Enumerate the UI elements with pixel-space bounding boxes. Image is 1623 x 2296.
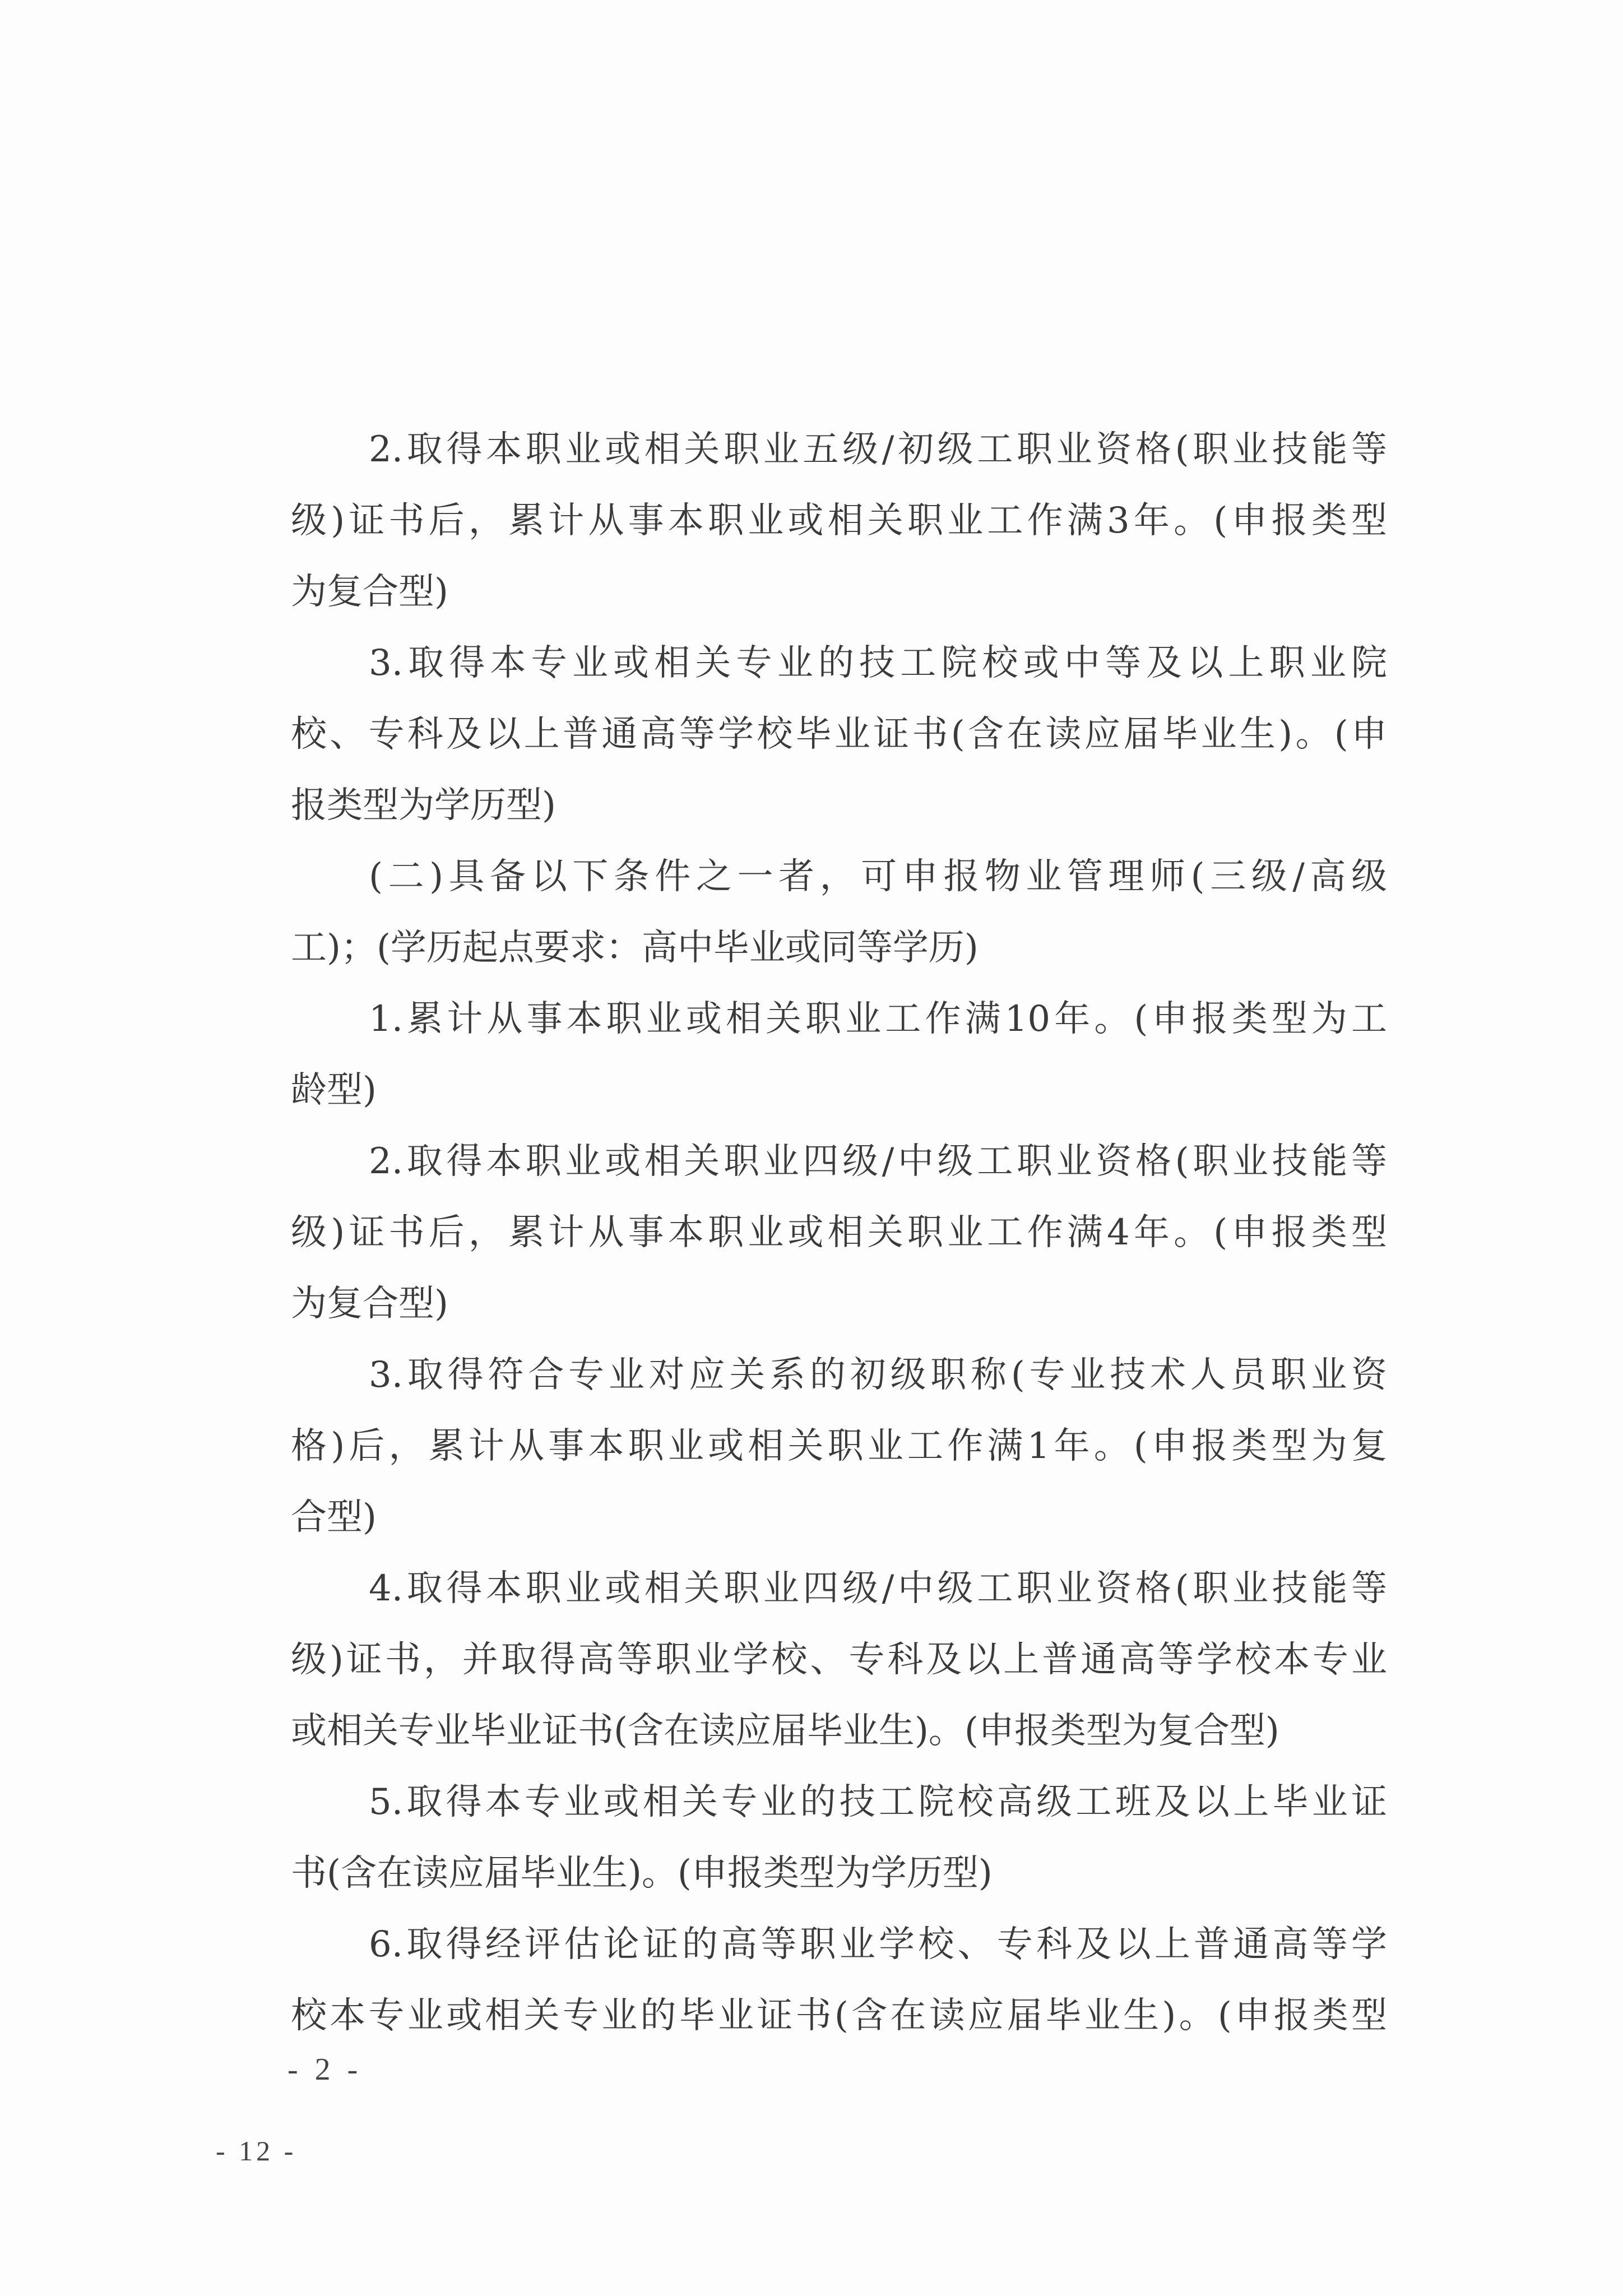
text-line: 或相关专业毕业证书(含在读应届毕业生)。(申报类型为复合型) [291, 1710, 1279, 1752]
text-line: 2.取得本职业或相关职业四级/中级工职业资格(职业技能等 [369, 1141, 1387, 1182]
text-line: 5.取得本专业或相关专业的技工院校高级工班及以上毕业证 [369, 1781, 1387, 1823]
text-line: 合型) [291, 1497, 377, 1538]
paragraph [291, 414, 1387, 628]
text-line: 报类型为学历型) [291, 785, 556, 826]
paragraph [291, 1553, 1387, 1767]
paragraph [291, 1909, 1387, 2052]
text-line: 龄型) [291, 1070, 377, 1111]
document-body [291, 414, 1387, 2052]
outer-page-number: - 12 - [216, 2135, 297, 2167]
text-line: 校本专业或相关专业的毕业证书(含在读应届毕业生)。(申报类型 [291, 1995, 1387, 2036]
text-line: 工)；(学历起点要求：高中毕业或同等学历) [291, 927, 979, 969]
text-line: 为复合型) [291, 571, 448, 613]
text-line: 4.取得本职业或相关职业四级/中级工职业资格(职业技能等 [369, 1568, 1387, 1609]
text-line: 1.累计从事本职业或相关职业工作满10年。(申报类型为工 [369, 998, 1387, 1040]
paragraph [291, 628, 1387, 841]
text-line: 6.取得经评估论证的高等职业学校、专科及以上普通高等学 [369, 1924, 1387, 1965]
text-line: 3.取得符合专业对应关系的初级职称(专业技术人员职业资 [369, 1354, 1387, 1396]
inner-page-number: - 2 - [287, 2052, 363, 2087]
paragraph [291, 1767, 1387, 1909]
text-line: (二)具备以下条件之一者，可申报物业管理师(三级/高级 [369, 856, 1387, 897]
text-line: 2.取得本职业或相关职业五级/初级工职业资格(职业技能等 [369, 429, 1387, 470]
text-line: 级)证书后，累计从事本职业或相关职业工作满4年。(申报类型 [291, 1212, 1387, 1253]
paragraph [291, 1126, 1387, 1340]
text-line: 为复合型) [291, 1283, 448, 1325]
text-line: 书(含在读应届毕业生)。(申报类型为学历型) [291, 1853, 993, 1894]
text-line: 校、专科及以上普通高等学校毕业证书(含在读应届毕业生)。(申 [291, 714, 1387, 755]
paragraph [291, 984, 1387, 1126]
text-line: 级)证书，并取得高等职业学校、专科及以上普通高等学校本专业 [291, 1639, 1387, 1681]
text-line: 级)证书后，累计从事本职业或相关职业工作满3年。(申报类型 [291, 500, 1387, 541]
paragraph [291, 841, 1387, 984]
text-line: 格)后，累计从事本职业或相关职业工作满1年。(申报类型为复 [291, 1425, 1387, 1467]
text-line: 3.取得本专业或相关专业的技工院校或中等及以上职业院 [369, 642, 1387, 684]
paragraph [291, 1340, 1387, 1553]
